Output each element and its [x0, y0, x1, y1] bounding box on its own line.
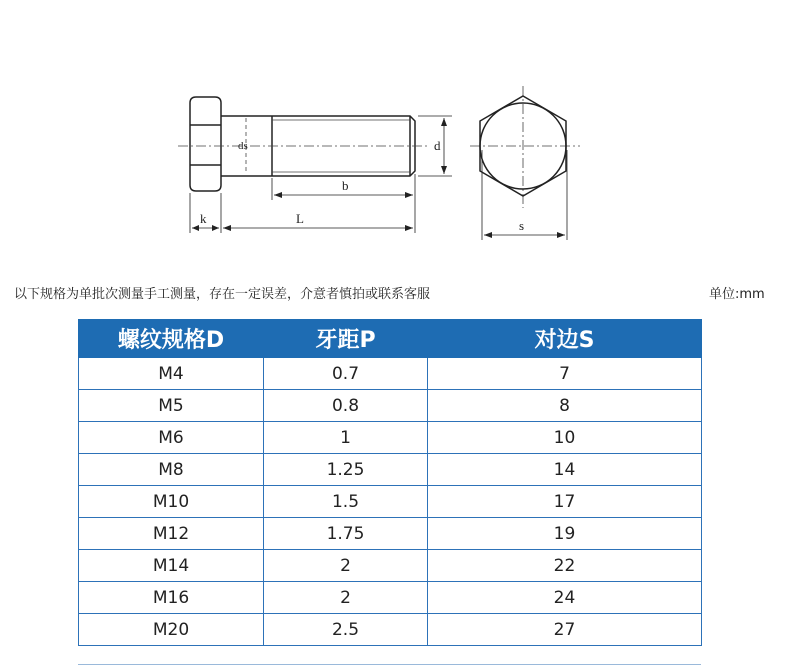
cell-across-flats: 24 — [428, 582, 702, 614]
label-s: s — [519, 218, 525, 233]
cell-thread-spec: M5 — [79, 390, 264, 422]
cell-pitch: 1.25 — [264, 454, 428, 486]
cell-thread-spec: M4 — [79, 358, 264, 390]
cell-pitch: 0.7 — [264, 358, 428, 390]
label-k: k — [200, 211, 207, 226]
cell-thread-spec: M8 — [79, 454, 264, 486]
cell-pitch: 1.75 — [264, 518, 428, 550]
label-d: d — [434, 138, 441, 153]
cell-pitch: 1.5 — [264, 486, 428, 518]
table-row — [79, 422, 702, 454]
cell-thread-spec: M14 — [79, 550, 264, 582]
unit-label: 单位:mm — [709, 287, 765, 302]
table-header-row — [79, 320, 702, 358]
cell-pitch: 0.8 — [264, 390, 428, 422]
cell-pitch: 2.5 — [264, 614, 428, 646]
cell-across-flats: 14 — [428, 454, 702, 486]
table-row — [79, 550, 702, 582]
cell-across-flats: 27 — [428, 614, 702, 646]
header-across-flats: 对边S — [428, 320, 702, 358]
dimension-lines — [190, 116, 567, 240]
spec-table — [78, 319, 702, 646]
cell-thread-spec: M16 — [79, 582, 264, 614]
cell-thread-spec: M6 — [79, 422, 264, 454]
table-row — [79, 454, 702, 486]
cell-thread-spec: M12 — [79, 518, 264, 550]
cell-across-flats: 10 — [428, 422, 702, 454]
cell-pitch: 2 — [264, 582, 428, 614]
table-row — [79, 518, 702, 550]
cell-thread-spec: M10 — [79, 486, 264, 518]
cell-pitch: 2 — [264, 550, 428, 582]
cell-across-flats: 17 — [428, 486, 702, 518]
cell-across-flats: 7 — [428, 358, 702, 390]
bolt-side-view — [190, 97, 415, 191]
table-bottom-line — [78, 664, 701, 665]
cell-across-flats: 8 — [428, 390, 702, 422]
table-row — [79, 582, 702, 614]
measurement-note: 以下规格为单批次测量手工测量，存在一定误差，介意者慎拍或联系客服 — [14, 287, 431, 302]
label-ds: ds — [238, 140, 248, 152]
cell-pitch: 1 — [264, 422, 428, 454]
table-row — [79, 486, 702, 518]
table-row — [79, 614, 702, 646]
label-b: b — [342, 178, 349, 193]
label-L: L — [296, 211, 304, 226]
cell-across-flats: 19 — [428, 518, 702, 550]
bolt-dimension-drawing — [0, 0, 790, 260]
header-pitch: 牙距P — [264, 320, 428, 358]
cell-thread-spec: M20 — [79, 614, 264, 646]
cell-across-flats: 22 — [428, 550, 702, 582]
header-thread-spec: 螺纹规格D — [79, 320, 264, 358]
table-row — [79, 390, 702, 422]
table-row — [79, 358, 702, 390]
dimension-arrows — [192, 118, 565, 238]
